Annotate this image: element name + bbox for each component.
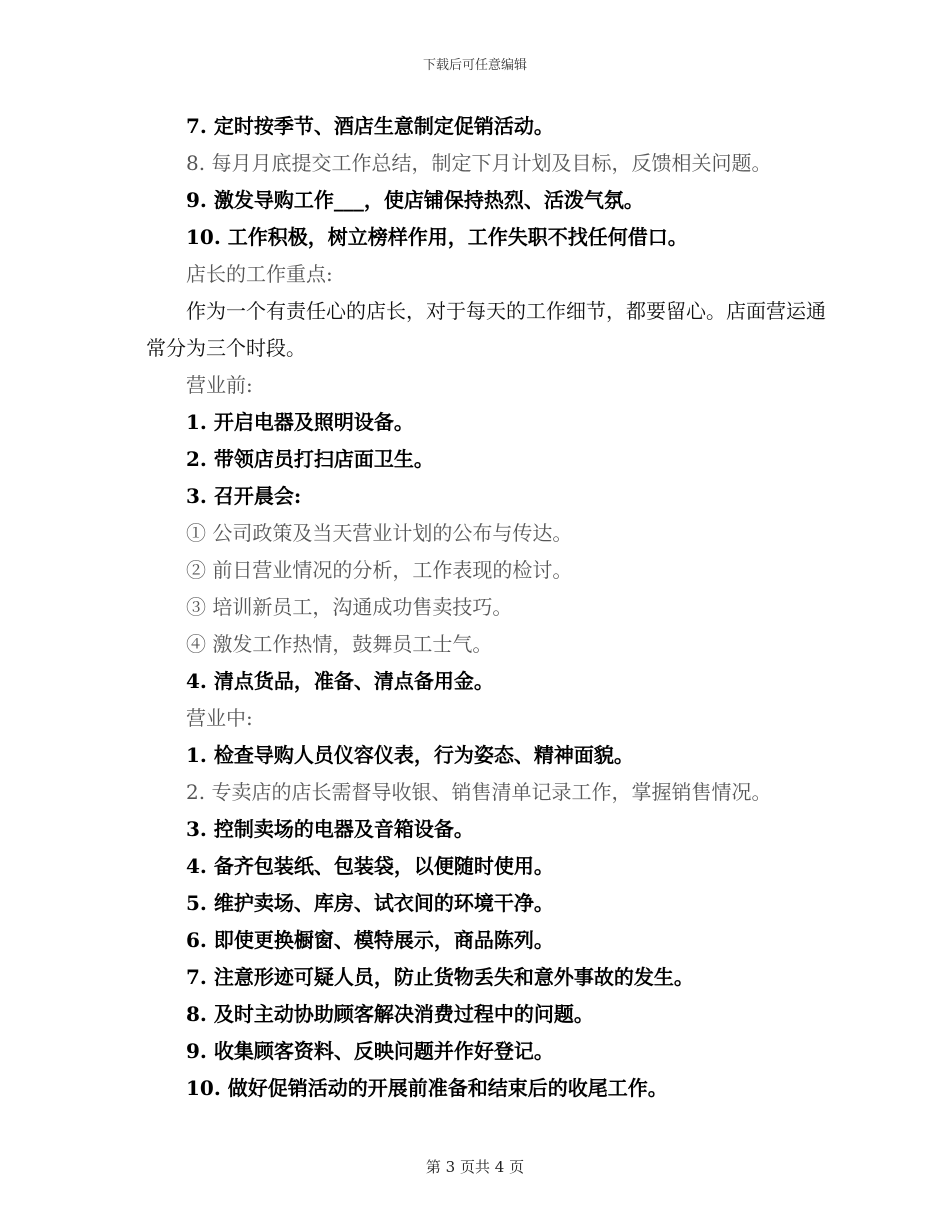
document-line: ④ 激发工作热情，鼓舞员工士气。: [186, 632, 493, 656]
document-line: 作为一个有责任心的店长，对于每天的工作细节，都要留心。店面营运通常分为三个时段。: [146, 299, 826, 360]
document-line: 2. 专卖店的店长需督导收银、销售清单记录工作，掌握销售情况。: [186, 780, 772, 804]
document-line: 7. 注意形迹可疑人员，防止货物丢失和意外事故的发生。: [186, 965, 694, 989]
page-header: 下载后可任意编辑: [422, 58, 527, 73]
document-line: 营业中:: [186, 706, 253, 730]
document-line: 4. 备齐包装纸、包装袋，以便随时使用。: [186, 854, 554, 878]
document-line: ③ 培训新员工，沟通成功售卖技巧。: [186, 595, 513, 619]
document-line: 9. 收集顾客资料、反映问题并作好登记。: [186, 1039, 554, 1063]
document-line: 8. 每月月底提交工作总结，制定下月计划及目标，反馈相关问题。: [186, 151, 772, 175]
document-line: 1. 检查导购人员仪容仪表，行为姿态、精神面貌。: [186, 743, 634, 767]
document-line: 2. 带领店员打扫店面卫生。: [186, 447, 434, 471]
document-line: 9. 激发导购工作___，使店铺保持热烈、活泼气氛。: [186, 188, 644, 212]
document-line: 营业前:: [186, 373, 253, 397]
document-line: 4. 清点货品，准备、清点备用金。: [186, 669, 494, 693]
document-line: 10. 工作积极，树立榜样作用，工作失职不找任何借口。: [186, 225, 688, 249]
document-line: 5. 维护卖场、库房、试衣间的环境干净。: [186, 891, 554, 915]
document-body: [146, 108, 836, 1107]
document-line: 3. 召开晨会:: [186, 484, 302, 508]
document-line: 10. 做好促销活动的开展前准备和结束后的收尾工作。: [186, 1076, 668, 1100]
document-line: 店长的工作重点:: [186, 262, 333, 286]
document-line: 6. 即使更换橱窗、模特展示，商品陈列。: [186, 928, 554, 952]
document-line: 1. 开启电器及照明设备。: [186, 410, 414, 434]
document-line: 7. 定时按季节、酒店生意制定促销活动。: [186, 114, 554, 138]
document-line: ① 公司政策及当天营业计划的公布与传达。: [186, 521, 573, 545]
document-line: 8. 及时主动协助顾客解决消费过程中的问题。: [186, 1002, 594, 1026]
document-line: 3. 控制卖场的电器及音箱设备。: [186, 817, 474, 841]
page-footer: 第 3 页共 4 页: [425, 1158, 525, 1176]
document-line: ② 前日营业情况的分析，工作表现的检讨。: [186, 558, 573, 582]
